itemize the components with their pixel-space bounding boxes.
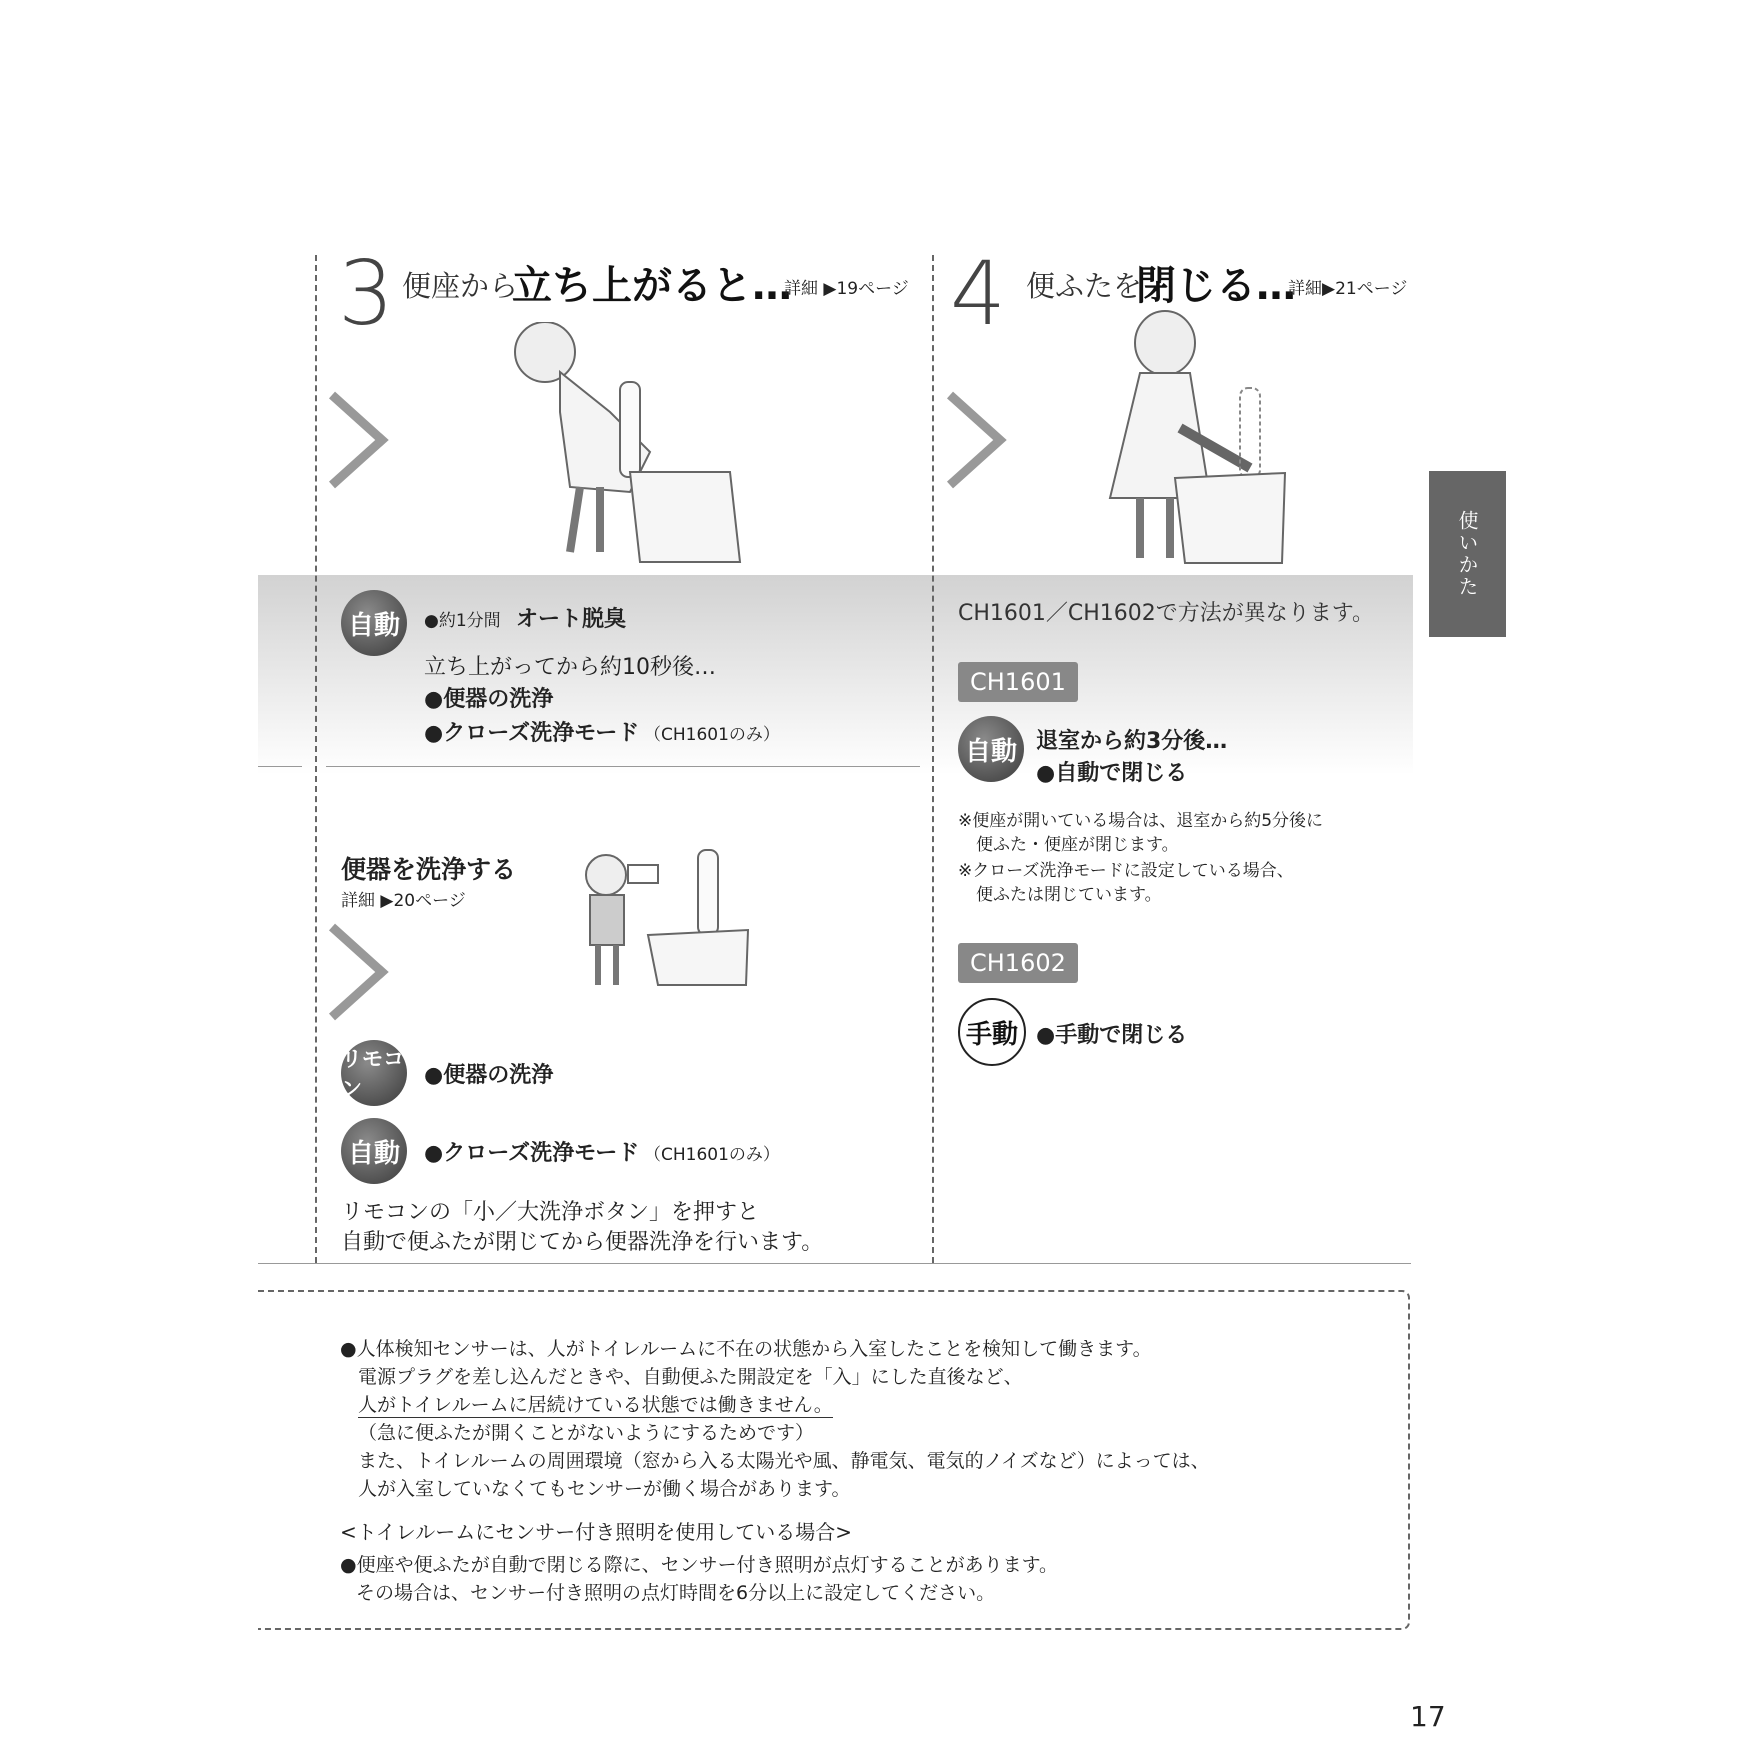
step4-arrow-icon — [890, 390, 1010, 490]
rule-bottom — [258, 1263, 1411, 1264]
step3-after-standing: 立ち上がってから約10秒後… — [424, 655, 716, 680]
child-pressing-remote-illustration — [578, 845, 753, 990]
step3-close-wash-mode: ●クローズ洗浄モード — [424, 721, 640, 746]
ch1601-note1-line2: 便ふた・便座が閉じます。 — [976, 835, 1179, 855]
page-number: 17 — [1410, 1700, 1446, 1733]
step3-number: 3 — [338, 242, 394, 345]
notes-line8: その場合は、センサー付き照明の点灯時間を6分以上に設定してください。 — [356, 1582, 996, 1604]
step3-arrow-icon — [272, 390, 392, 490]
standing-up-illustration — [500, 322, 750, 567]
ch1601-after-leaving: 退室から約3分後… — [1036, 729, 1228, 754]
auto-badge-icon: 自動 — [341, 1118, 407, 1184]
rule-left-short — [258, 766, 302, 767]
auto-badge-icon: 自動 — [341, 590, 407, 656]
closing-lid-illustration — [1100, 308, 1295, 568]
sidebar-tab-usage: 使いかた — [1429, 471, 1506, 637]
wash-arrow-icon — [272, 922, 392, 1022]
step3-duration: ●約1分間 — [424, 611, 501, 631]
step3-auto-deodorize: オート脱臭 — [516, 607, 627, 632]
step4-subtitle: 便ふたを — [1026, 269, 1143, 303]
notes-line4: （急に便ふたが開くことがないようにするためです） — [358, 1422, 815, 1444]
rule-step3-separator — [326, 766, 920, 767]
wash-remote-bowl-wash: ●便器の洗浄 — [424, 1063, 554, 1088]
wash-page-ref: 詳細 ▶20ページ — [341, 891, 466, 911]
notes-line6: 人が入室していなくてもセンサーが働く場合があります。 — [358, 1478, 851, 1500]
ch1601-note2-line1: ※クローズ洗浄モードに設定している場合、 — [958, 861, 1294, 881]
step4-method-differs: CH1601／CH1602で方法が異なります。 — [958, 601, 1375, 626]
ch1601-note1-line1: ※便座が開いている場合は、退室から約5分後に — [958, 811, 1324, 831]
step3-page-ref: 詳細 ▶19ページ — [784, 279, 909, 299]
wash-desc-line1: リモコンの「小／大洗浄ボタン」を押すと — [341, 1200, 760, 1225]
step3-title: 立ち上がると… — [512, 263, 792, 309]
ch1601-note2-line2: 便ふたは閉じています。 — [976, 885, 1162, 905]
step4-page-ref: 詳細▶21ページ — [1288, 279, 1408, 299]
notes-line2: 電源プラグを差し込んだときや、自動便ふた開設定を「入」にした直後など、 — [358, 1366, 1023, 1388]
step4-number: 4 — [950, 242, 1006, 345]
notes-line5: また、トイレルームの周囲環境（窓から入る太陽光や風、静電気、電気的ノイズなど）によっては、 — [358, 1450, 1210, 1472]
ch1601-auto-close: ●自動で閉じる — [1036, 761, 1188, 786]
manual-badge-icon: 手動 — [958, 998, 1026, 1066]
notes-line1: ●人体検知センサーは、人がトイレルームに不在の状態から入室したことを検知して働きます。 — [340, 1338, 1152, 1360]
wash-close-wash-mode: ●クローズ洗浄モード — [424, 1141, 640, 1166]
notes-line3-underlined: 人がトイレルームに居続けている状態では働きません。 — [358, 1390, 833, 1418]
ch1602-manual-close: ●手動で閉じる — [1036, 1023, 1188, 1048]
notes-line7: ●便座や便ふたが自動で閉じる際に、センサー付き照明が点灯することがあります。 — [340, 1554, 1059, 1576]
remote-badge-icon: リモコン — [341, 1040, 407, 1106]
step4-title: 閉じる… — [1136, 263, 1296, 309]
wash-ch1601-only: （CH1601のみ） — [644, 1145, 780, 1165]
step3-subtitle: 便座から — [402, 269, 519, 303]
step3-bowl-wash: ●便器の洗浄 — [424, 687, 554, 712]
step3-ch1601-only: （CH1601のみ） — [644, 725, 780, 745]
wash-title: 便器を洗浄する — [341, 855, 517, 884]
model-chip-ch1601: CH1601 — [958, 662, 1078, 702]
auto-badge-icon: 自動 — [958, 716, 1024, 782]
notes-heading-sensor-light: <トイレルームにセンサー付き照明を使用している場合> — [340, 1520, 853, 1544]
wash-desc-line2: 自動で便ふたが閉じてから便器洗浄を行います。 — [341, 1230, 824, 1255]
model-chip-ch1602: CH1602 — [958, 943, 1078, 983]
